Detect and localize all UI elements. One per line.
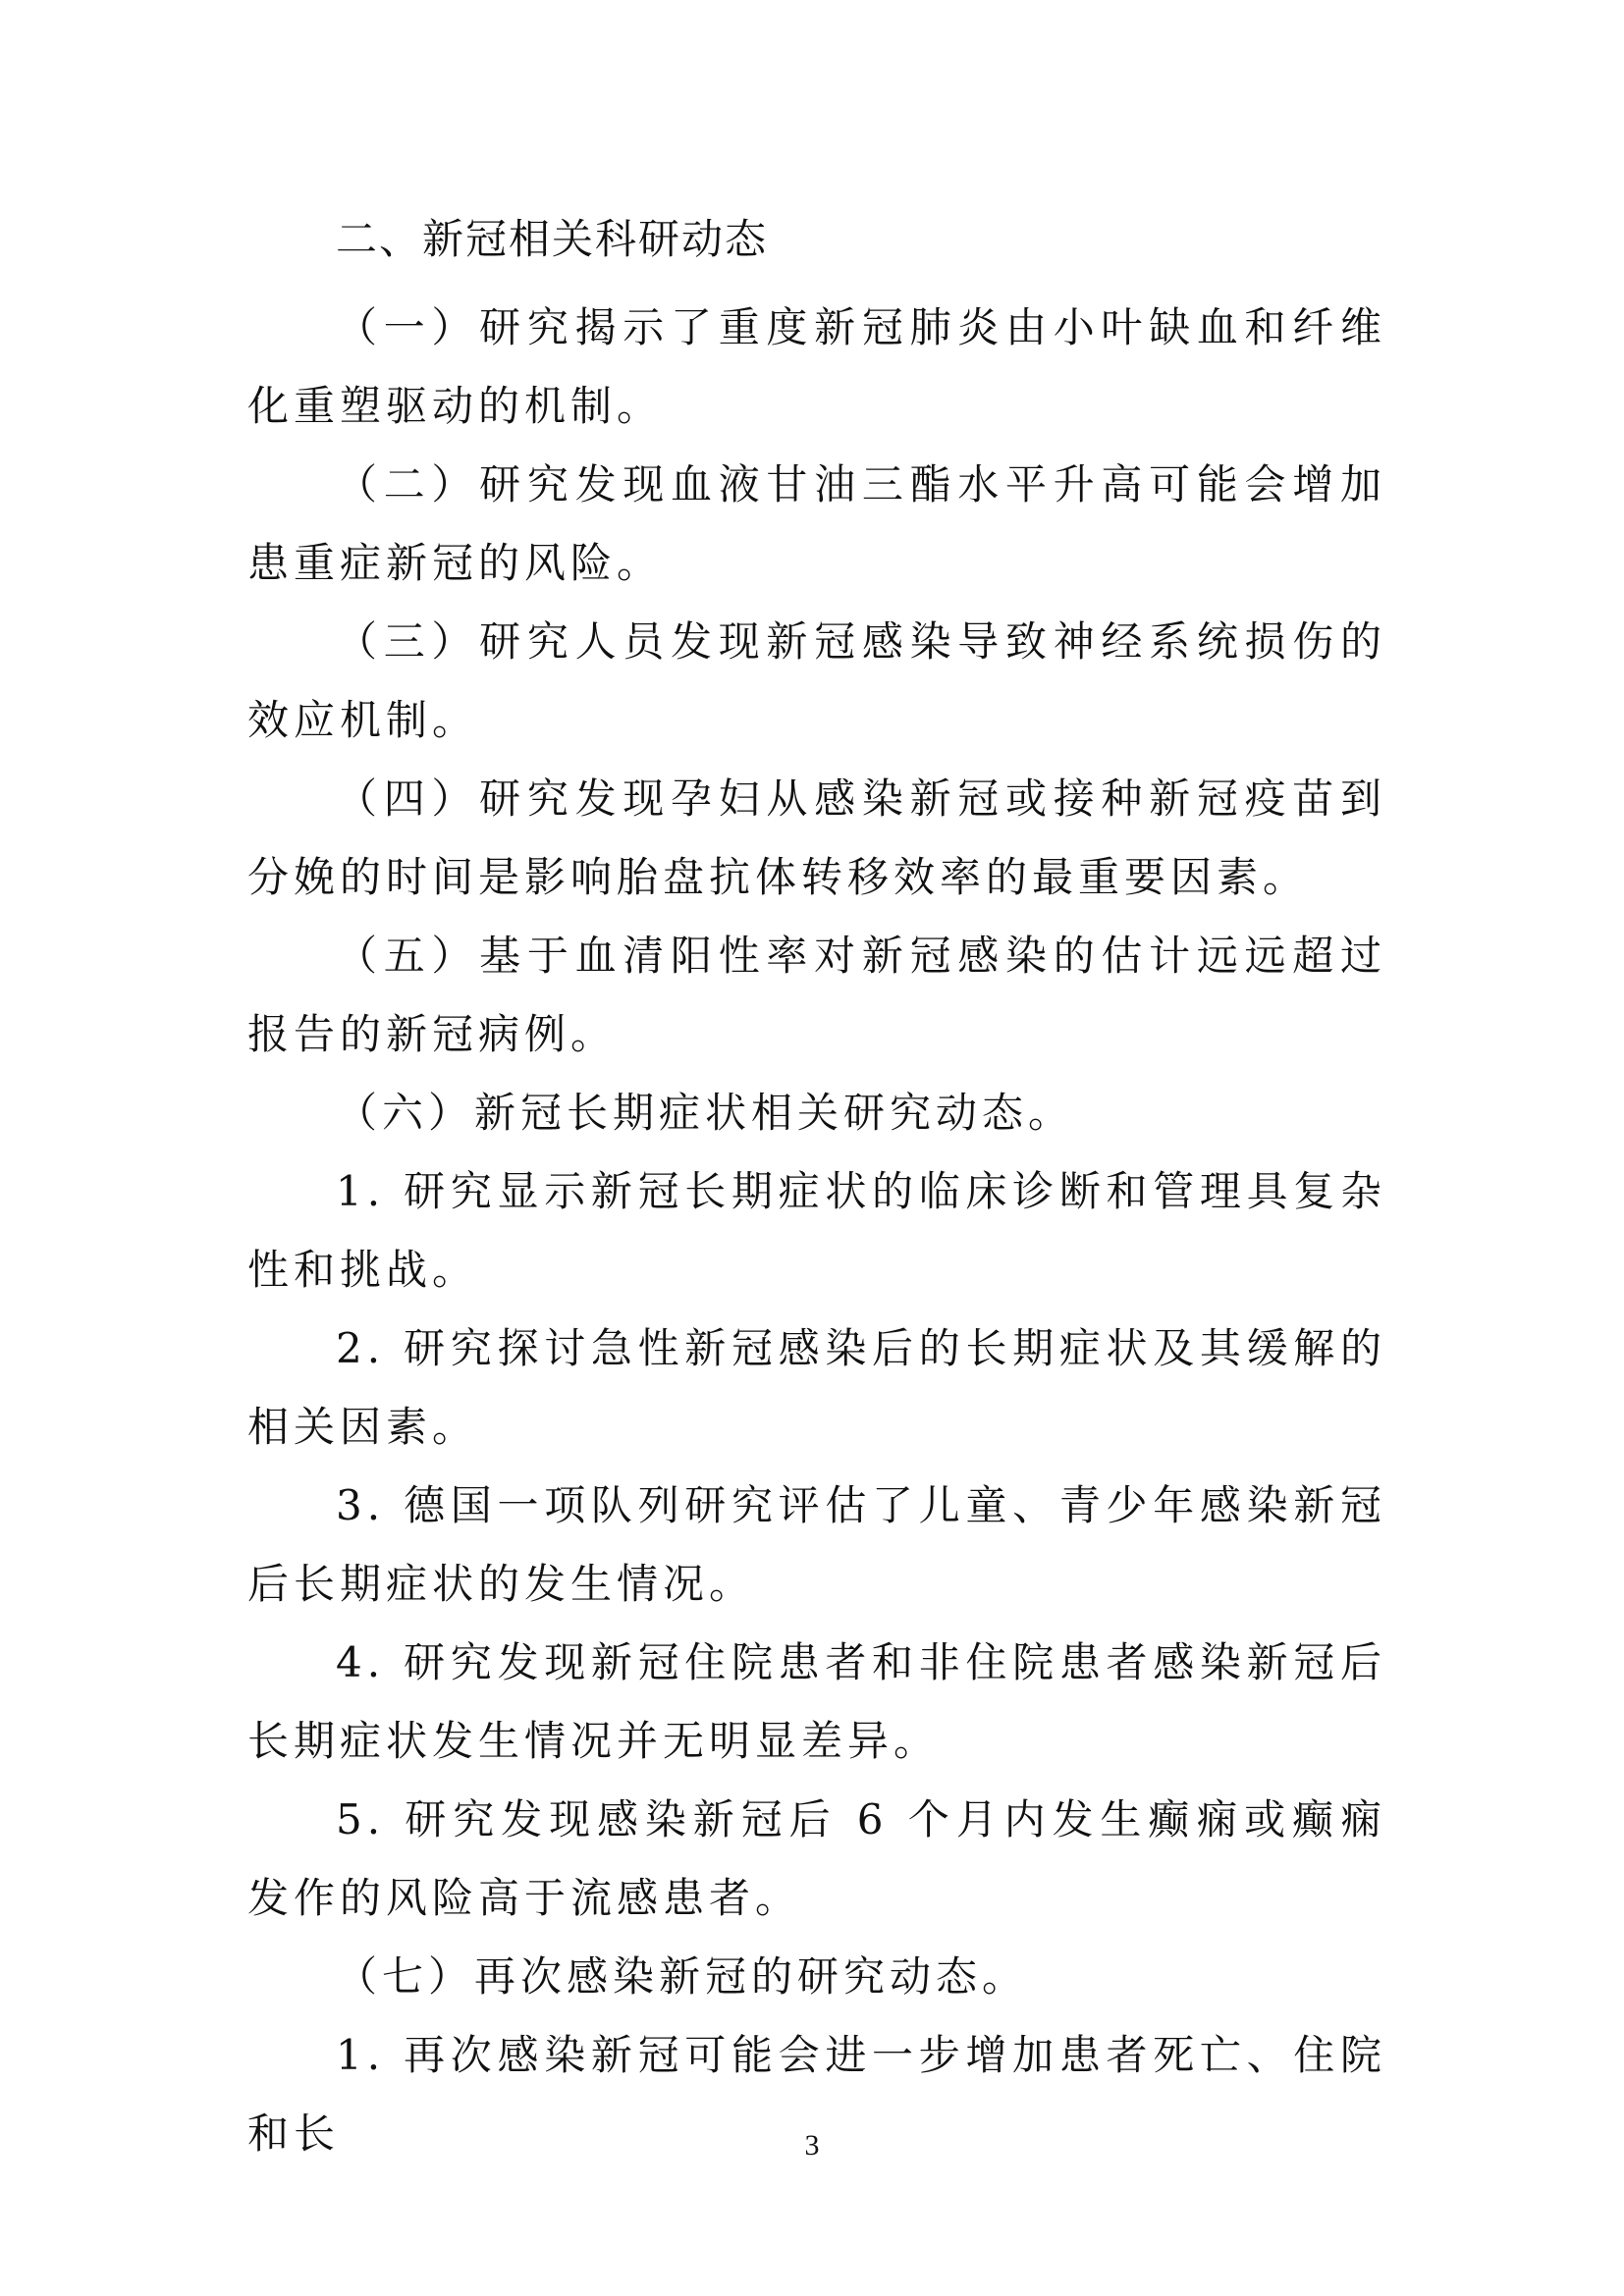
- list-item-6-2: 2. 研究探讨急性新冠感染后的长期症状及其缓解的相关因素。: [247, 1324, 1386, 1451]
- list-item-6-5: 5. 研究发现感染新冠后 6 个月内发生癫痫或癫痫发作的风险高于流感患者。: [247, 1795, 1386, 1922]
- paragraph-2: （二）研究发现血液甘油三酯水平升高可能会增加患重症新冠的风险。: [247, 460, 1386, 587]
- list-item-6-4: 4. 研究发现新冠住院患者和非住院患者感染新冠后长期症状发生情况并无明显差异。: [247, 1638, 1386, 1765]
- paragraph-1: （一）研究揭示了重度新冠肺炎由小叶缺血和纤维化重塑驱动的机制。: [247, 303, 1386, 430]
- paragraph-7: （七）再次感染新冠的研究动态。: [336, 1952, 1029, 2001]
- list-item-6-1: 1. 研究显示新冠长期症状的临床诊断和管理具复杂性和挑战。: [247, 1167, 1386, 1294]
- paragraph-4: （四）研究发现孕妇从感染新冠或接种新冠疫苗到分娩的时间是影响胎盘抗体转移效率的最重要因素。: [247, 774, 1386, 901]
- paragraph-6: （六）新冠长期症状相关研究动态。: [336, 1089, 1075, 1137]
- list-item-6-3: 3. 德国一项队列研究评估了儿童、青少年感染新冠后长期症状的发生情况。: [247, 1481, 1386, 1608]
- list-item-7-1: 1. 再次感染新冠可能会进一步增加患者死亡、住院和长: [247, 2031, 1386, 2158]
- body-text: [247, 289, 1386, 2173]
- paragraph-5: （五）基于血清阳性率对新冠感染的估计远远超过报告的新冠病例。: [247, 932, 1386, 1058]
- paragraph-3: （三）研究人员发现新冠感染导致神经系统损伤的效应机制。: [247, 617, 1386, 744]
- page-number: 3: [804, 2129, 820, 2162]
- section-heading: 二、新冠相关科研动态: [336, 215, 769, 263]
